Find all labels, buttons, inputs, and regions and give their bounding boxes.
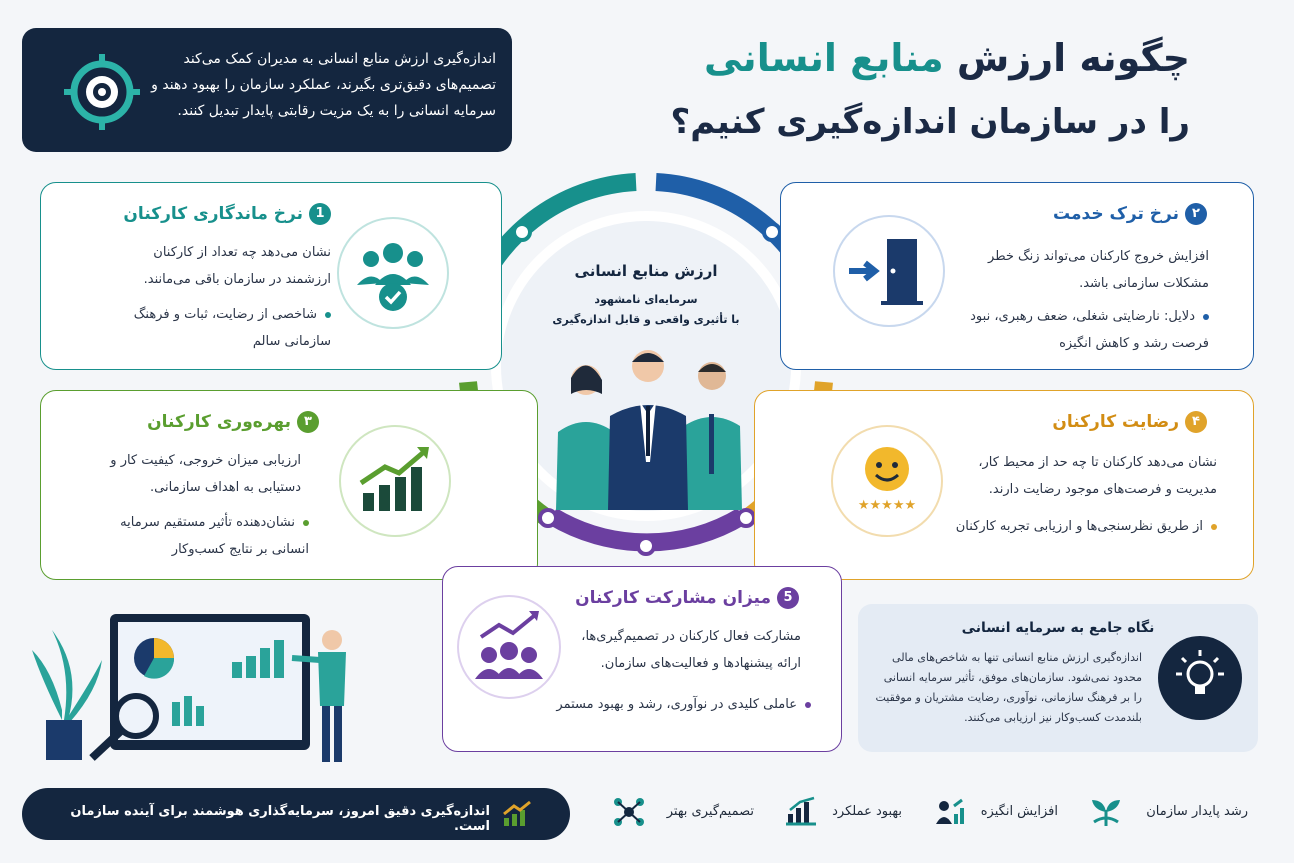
card-engagement [442,566,842,752]
page-title-line1 [630,36,1190,80]
card-turnover-desc: افزایش خروج کارکنان می‌تواند زنگ خطر مشکلات سازمانی باشد. [988,249,1209,291]
card-engagement-desc: مشارکت فعال کارکنان در تصمیم‌گیری‌ها، ارائه پیشنهادها و فعالیت‌های سازمان. [581,629,801,671]
bullet-dot [325,312,331,318]
footer-text: اندازه‌گیری دقیق امروز، سرمایه‌گذاری هوشمند برای آینده سازمان است. [70,804,490,834]
target-icon [62,52,142,132]
page-title-line2: را در سازمان اندازه‌گیری کنیم؟ [670,102,1190,142]
bullet-dot [805,702,811,708]
card-turnover-label: نرخ ترک خدمت [1052,204,1179,224]
card-retention-desc: نشان می‌دهد چه تعداد از کارکنان ارزشمند در سازمان باقی می‌مانند. [143,245,331,287]
benefit-motivation: افزایش انگیزه [980,804,1058,819]
center-sub2: با تأثیری واقعی و قابل اندازه‌گیری [552,313,740,326]
bullet-dot [1203,314,1209,320]
card-productivity-title [147,411,319,433]
svg-text:★★★★★: ★★★★★ [857,498,917,513]
bullet-dot [1211,524,1217,530]
smiley-rating-icon [831,425,943,537]
bullet-dot [303,520,309,526]
benefit-performance: بهبود عملکرد [832,804,902,819]
holistic-text: اندازه‌گیری ارزش منابع انسانی تنها به شاخص‌های مالی محدود نمی‌شود. سازمان‌های موفق، تأثیر سرمایه انسانی را بر فرهنگ سازمانی، نوآوری، رضایت مشتریان و موفقیت بلندمدت کسب‌وکار نیز ارزیابی می‌کنند. [875,651,1142,724]
card-retention-label: نرخ ماندگاری کارکنان [123,204,303,224]
dashboard-illustration [22,610,362,770]
card-turnover-num: ۲ [1185,203,1207,225]
card-engagement-num: 5 [777,587,799,609]
holistic-title: نگاه جامع به سرمایه انسانی [961,620,1155,636]
decision-icon [612,796,646,828]
card-satisfaction-title [1052,411,1207,433]
title-highlight: منابع انسانی [703,36,944,80]
card-satisfaction-bullet: از طریق نظرسنجی‌ها و ارزیابی تجربه کارکنان [927,513,1217,540]
card-engagement-title [575,587,799,609]
card-retention-bullet: شاخصی از رضایت، ثبات و فرهنگ سازمانی سالم [133,307,331,349]
intro-box [22,28,512,152]
center-title: ارزش منابع انسانی [574,262,718,280]
bar-chart-icon [784,796,818,828]
card-retention-title [123,203,331,225]
card-retention-num: 1 [309,203,331,225]
intro-text: اندازه‌گیری ارزش منابع انسانی به مدیران کمک می‌کند تصمیم‌های دقیق‌تری بگیرند، عملکرد سازمان را بهبود دهند و سرمایه انسانی را به یک مزیت رقابتی پایدار تبدیل کنند. [151,51,496,119]
team-check-icon [337,217,449,329]
card-productivity-label: بهره‌وری کارکنان [147,412,291,432]
card-engagement-bullet: عاملی کلیدی در نوآوری، رشد و بهبود مستمر [511,691,811,718]
growth-chart-icon [339,425,451,537]
chart-up-icon [502,800,532,828]
card-productivity-desc: ارزیابی میزان خروجی، کیفیت کار و دستیابی به اهداف سازمانی. [110,453,301,495]
team-illustration [546,342,746,510]
benefit-decision: تصمیم‌گیری بهتر [666,804,754,819]
center-sub1: سرمایه‌ای نامشهود [594,293,698,306]
card-satisfaction [754,390,1254,580]
holistic-box [858,604,1258,752]
people-up-icon [932,796,966,828]
card-satisfaction-desc: نشان می‌دهد کارکنان تا چه حد از محیط کار، مدیریت و فرصت‌های موجود رضایت دارند. [978,455,1217,497]
card-satisfaction-label: رضایت کارکنان [1052,412,1179,432]
card-turnover-title [1053,203,1207,225]
card-productivity-bullet: نشان‌دهنده تأثیر مستقیم سرمایه انسانی بر نتایج کسب‌وکار [120,515,309,557]
lightbulb-icon [1158,636,1242,720]
card-turnover [780,182,1254,370]
card-productivity-num: ۳ [297,411,319,433]
card-productivity [40,390,538,580]
title-prefix: چگونه ارزش [943,36,1190,80]
card-retention [40,182,502,370]
engagement-icon [457,595,561,699]
card-engagement-label: میزان مشارکت کارکنان [575,588,771,608]
card-turnover-bullet: دلایل: نارضایتی شغلی، ضعف رهبری، نبود فرصت رشد و کاهش انگیزه [970,309,1209,351]
card-satisfaction-num: ۴ [1185,411,1207,433]
footer-banner [22,788,570,840]
exit-door-icon [833,215,945,327]
plant-icon [1088,796,1124,828]
benefit-growth: رشد پایدار سازمان [1146,804,1248,819]
